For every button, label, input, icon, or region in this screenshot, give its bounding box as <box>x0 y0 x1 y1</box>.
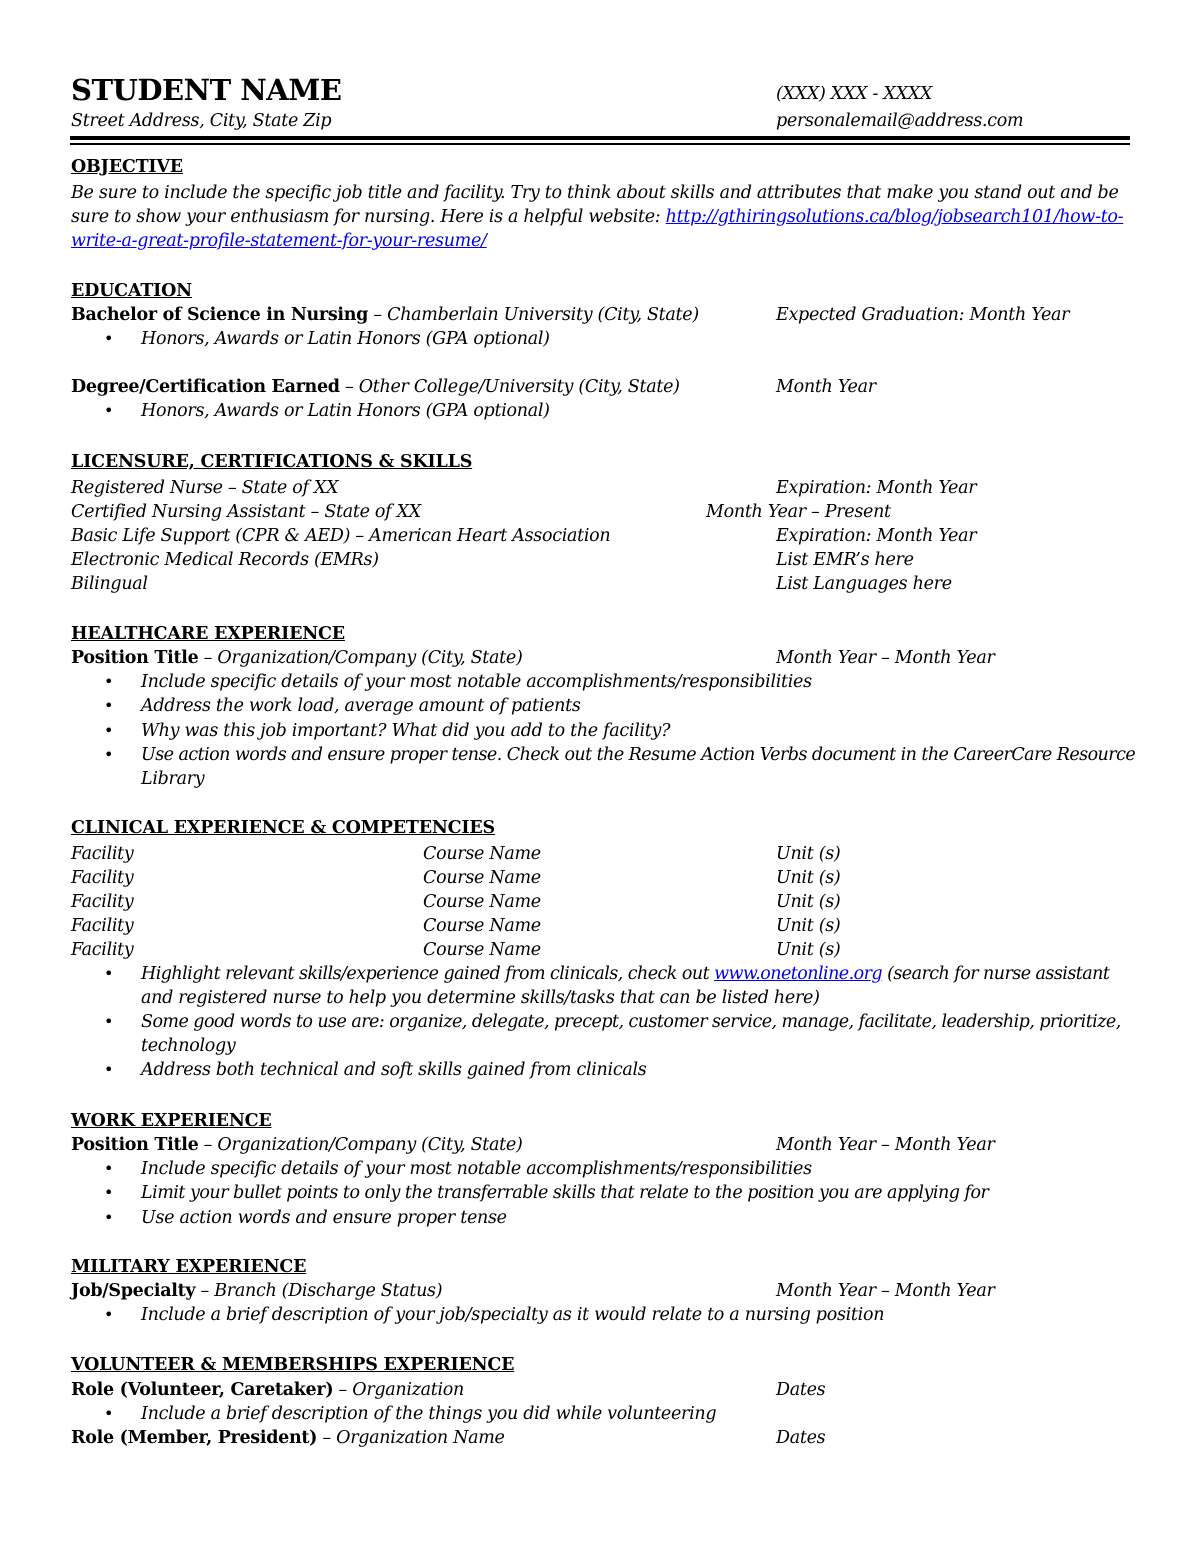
bullet-item: • Address the work load, average amount of patients <box>104 696 581 716</box>
licensure-heading: LICENSURE, CERTIFICATIONS & SKILLS <box>71 452 473 472</box>
address-line <box>0 109 1200 133</box>
bullet-icon: • <box>104 1208 114 1227</box>
military-heading: MILITARY EXPERIENCE <box>71 1257 307 1277</box>
bullet-item: • Address both technical and soft skills gained from clinicals <box>104 1060 647 1080</box>
job-specialty: Job/Specialty <box>71 1281 196 1301</box>
bullet-icon: • <box>104 1060 114 1079</box>
organization: – Organization <box>333 1380 464 1400</box>
onetonline-link[interactable]: www.onetonline.org <box>714 964 883 984</box>
clinical-row: Facility Course Name Unit (s) <box>71 940 841 960</box>
bullet-icon: • <box>104 401 114 420</box>
military-dates: Month Year – Month Year <box>776 1281 995 1301</box>
bullet-icon: • <box>104 1404 114 1423</box>
header-rule-thick <box>70 136 1130 140</box>
bullet-icon: • <box>104 672 114 691</box>
education-entry <box>0 375 1200 399</box>
education-entry <box>0 303 1200 327</box>
bullet-item: • Use action words and ensure proper tense <box>104 1208 507 1228</box>
licensure-row: Electronic Medical Records (EMRs) List EMR’s here <box>71 550 914 570</box>
bullet-item: • Include a brief description of the things you did while volunteering <box>104 1404 717 1424</box>
work-heading: WORK EXPERIENCE <box>71 1111 272 1131</box>
clinical-row: Facility Course Name Unit (s) <box>71 868 841 888</box>
position-dates: Month Year – Month Year <box>776 1135 995 1155</box>
clinical-row: Facility Course Name Unit (s) <box>71 916 841 936</box>
bullet-item: • Some good words to use are: organize, delegate, precept, customer service, manage, facilitate, leadership, prioritize, <box>104 1012 1121 1032</box>
bullet-item: • Use action words and ensure proper tense. Check out the Resume Action Verbs document in the CareerCare Resource <box>104 745 1136 765</box>
bullet-icon: • <box>104 1305 114 1324</box>
education-heading: EDUCATION <box>71 281 192 301</box>
bullet-icon: • <box>104 1183 114 1202</box>
role-dates: Dates <box>776 1380 826 1400</box>
role-dates: Dates <box>776 1428 826 1448</box>
volunteer-entry <box>0 1378 1200 1402</box>
bullet-item: • Include a brief description of your job/specialty as it would relate to a nursing position <box>104 1305 885 1325</box>
healthcare-heading: HEALTHCARE EXPERIENCE <box>71 624 345 644</box>
objective-heading: OBJECTIVE <box>71 157 183 177</box>
position-dates: Month Year – Month Year <box>776 648 995 668</box>
phone-number: (XXX) XXX - XXXX <box>776 84 933 104</box>
licensure-row: Bilingual List Languages here <box>71 574 952 594</box>
education-date: Month Year <box>776 377 876 397</box>
bullet-icon: • <box>104 745 114 764</box>
licensure-row: Basic Life Support (CPR & AED) – American Heart Association Expiration: Month Year <box>71 526 977 546</box>
degree-name: Degree/Certification Earned <box>71 377 340 397</box>
bullet-icon: • <box>104 696 114 715</box>
bullet-icon: • <box>104 329 114 348</box>
volunteer-entry <box>0 1426 1200 1450</box>
degree-name: Bachelor of Science in Nursing <box>71 305 369 325</box>
email-address: personalemail@address.com <box>776 111 1024 131</box>
bullet-icon: • <box>104 721 114 740</box>
position-title: Position Title <box>71 648 199 668</box>
objective-line: sure to show your enthusiasm for nursing. Here is a helpful website: http://gthiringsolutions.ca/blog/jobsearch101/how-to- <box>71 207 1124 227</box>
bullet-item: • Honors, Awards or Latin Honors (GPA optional) <box>104 329 550 349</box>
bullet-continuation: technology <box>141 1036 236 1056</box>
role-title: Role (Volunteer, Caretaker) <box>71 1380 334 1400</box>
bullet-icon: • <box>104 964 114 983</box>
student-name: STUDENT NAME <box>71 73 342 107</box>
bullet-continuation: and registered nurse to help you determine skills/tasks that can be listed here) <box>141 988 820 1008</box>
bullet-item: • Include specific details of your most notable accomplishments/responsibilities <box>104 1159 812 1179</box>
bullet-item: • Honors, Awards or Latin Honors (GPA optional) <box>104 401 550 421</box>
healthcare-entry <box>0 646 1200 670</box>
bullet-icon: • <box>104 1012 114 1031</box>
work-entry <box>0 1133 1200 1157</box>
organization: – Organization/Company (City, State) <box>198 1135 523 1155</box>
street-address: Street Address, City, State Zip <box>71 111 332 131</box>
bullet-item: • Why was this job important? What did you add to the facility? <box>104 721 671 741</box>
military-entry <box>0 1279 1200 1303</box>
header-rule-thin <box>70 143 1130 145</box>
bullet-item: • Include specific details of your most notable accomplishments/responsibilities <box>104 672 812 692</box>
bullet-continuation: Library <box>141 769 205 789</box>
objective-line <box>0 229 1200 253</box>
phone-line <box>0 82 1200 106</box>
bullet-icon: • <box>104 1159 114 1178</box>
role-title: Role (Member, President) <box>71 1428 318 1448</box>
licensure-row: Registered Nurse – State of XX Expiration: Month Year <box>71 478 977 498</box>
objective-line: Be sure to include the specific job title and facility. Try to think about skills and attributes that make you stand out and be <box>71 183 1119 203</box>
clinical-heading: CLINICAL EXPERIENCE & COMPETENCIES <box>71 818 495 838</box>
clinical-row: Facility Course Name Unit (s) <box>71 844 841 864</box>
school-name: – Chamberlain University (City, State) <box>368 305 699 325</box>
education-date: Expected Graduation: Month Year <box>776 305 1070 325</box>
licensure-row: Certified Nursing Assistant – State of XX Month Year – Present <box>71 502 891 522</box>
profile-statement-link-cont[interactable]: write-a-great-profile-statement-for-your-resume/ <box>71 231 487 251</box>
school-name: – Other College/University (City, State) <box>339 377 680 397</box>
profile-statement-link[interactable]: http://gthiringsolutions.ca/blog/jobsearch101/how-to- <box>665 207 1124 227</box>
position-title: Position Title <box>71 1135 199 1155</box>
branch: – Branch (Discharge Status) <box>195 1281 443 1301</box>
bullet-item: • Limit your bullet points to only the transferrable skills that relate to the position you are applying for <box>104 1183 989 1203</box>
volunteer-heading: VOLUNTEER & MEMBERSHIPS EXPERIENCE <box>71 1355 515 1375</box>
clinical-row: Facility Course Name Unit (s) <box>71 892 841 912</box>
bullet-item: • Highlight relevant skills/experience gained from clinicals, check out www.onetonline.org (search for nurse assistant <box>104 964 1110 984</box>
organization: – Organization/Company (City, State) <box>198 648 523 668</box>
organization: – Organization Name <box>317 1428 505 1448</box>
